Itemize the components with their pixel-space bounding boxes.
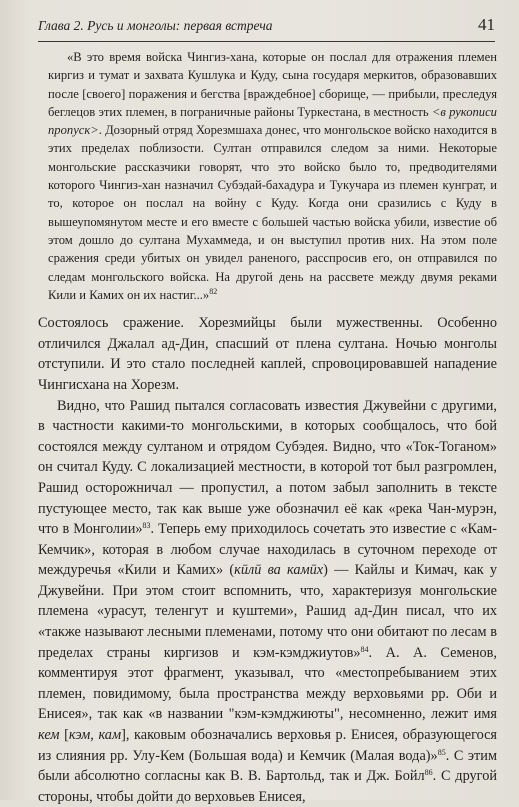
p2-text-6: ], каковым обозначались верховья р. Енисея, образующегося из слияния рр. Улу-Кем (Большая вода) и Кемчик (Малая вода)» — [38, 727, 497, 764]
page-number: 41 — [478, 15, 495, 34]
footnote-ref: 85 — [437, 747, 446, 757]
p2-italic-kem-kam: кэм, кам — [68, 727, 122, 744]
p2-text-4: . А. А. Семенов, комментируя этот фрагмент, указывал, что «местопребыванием этих племен, повидимому, была пространства между верховьями рр. Оби и Енисея», так как «в названии "кэм-кэмджиюты", несомненно, лежит имя — [38, 644, 497, 723]
running-head — [38, 17, 495, 42]
quote-italic-note: <в рукописи пропуск> — [48, 104, 497, 138]
page-body — [38, 48, 497, 807]
block-quote — [48, 48, 497, 304]
p2-text-8: . С другой стороны, чтобы дойти до верховьев Енисея, — [38, 768, 497, 805]
p2-text-5: [ — [59, 727, 69, 744]
paragraph-1: Состоялось сражение. Хорезмийцы были мужественны. Особенно отличился Джалал ад-Дин, спасший от плена султана. Ночью монголы отступили. И это стало последней каплей, спровоцировавшей нападение Чингисхана на Хорезм. — [38, 315, 497, 393]
footnote-ref: 82 — [209, 286, 218, 296]
p2-text-7: . С этим были абсолютно согласны как В. В. Бартольд, так и Дж. Бойл — [38, 747, 498, 785]
p2-text-3: ) — Кайлы и Кимач, как у Джувейни. При этом стоит вспомнить, что, характеризуя монгольские племена «урасут, теленгут и куштеми», Рашид ад-Дин писал, что их «также называют лесными племенами, потому что они обитают по лесам в пределах страны киргизов и кэм-кэмджиутов» — [38, 562, 497, 661]
chapter-title: Глава 2. Русь и монголы: первая встреча — [38, 18, 273, 33]
p2-italic-kem: кем — [38, 727, 60, 744]
footnote-ref: 83 — [142, 521, 151, 531]
footnote-ref: 86 — [424, 768, 433, 778]
footnote-ref: 84 — [360, 644, 369, 654]
quote-text-2: . Дозорный отряд Хорезмшаха донес, что монгольское войско находится в этих пределах поблизости. Султан отправился следом за ними. Некоторые монгольские рассказчики говорят, что это войско было то, предводителями которого Чингиз-хан назначил Субэдай-бахадура и Тукучара из племен кунграт, и то, которое он послал на войну с Куду. Когда они сразились с Куду в вышеупомянутом месте и его вместе с большей частью войска убили, известие об этом дошло до султана Мухаммеда, и он выступил против них. На этом поле сражения среди убитых он увидел раненого, расспросив его, он отправился по следам монгольского войска. На другой день на рассвете между двумя реками Кили и Камих он их настиг...» — [48, 123, 497, 302]
p2-text-2: . Теперь ему приходилось сочетать это известие с «Кам-Кемчик», которая в любом случае находилась в суточном переходе от междуречья «Кили и Камих» ( — [38, 521, 497, 579]
quote-text-1: «В это время войска Чингиз-хана, которые он послал для отражения племен киргиз и тумат и захвата Кушлука и Куду, сына государя меркитов, образовавших после [своего] поражения и бегства [враждебное] сборище, — прибыли, преследуя беглецов этих племен, в пограничные районы Туркестана, в местность — [48, 50, 497, 119]
paragraph-2 — [38, 396, 497, 807]
p2-italic-term: кӣлӣ ва камӣх — [234, 562, 324, 579]
p2-text-1: Видно, что Рашид пытался согласовать известия Джувейни с другими, в частности какими-то монгольскими, в которых сообщалось, что бой состоялся между султаном и отрядом Субэдея. Видно, что «Ток-Тоганом» он считал Куду. С локализацией местности, в которой тот был разгромлен, Рашид осторожничал — пропустил, а потом забыл заполнить в тексте пустующее место, так как выше уже обозначил её как «река Чан-мурэн, что в Монголии» — [38, 397, 497, 538]
